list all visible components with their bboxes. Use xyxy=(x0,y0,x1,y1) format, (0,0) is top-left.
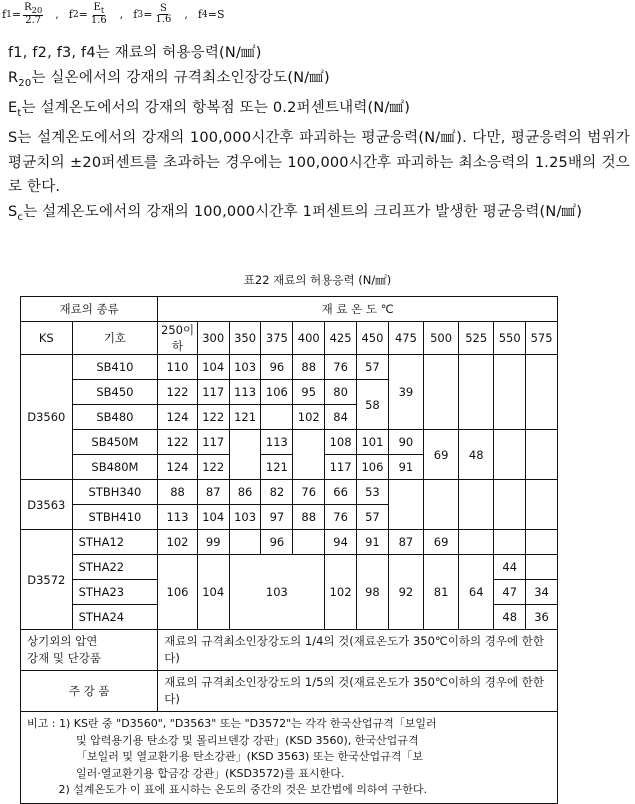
value-cell: 84 xyxy=(325,405,357,430)
definition-f: f1, f2, f3, f4는 재료의 허용응력(N/㎟) xyxy=(8,45,262,61)
f3-numerator: S xyxy=(159,3,167,14)
value-cell: 98 xyxy=(357,555,389,630)
comma: , xyxy=(55,8,59,21)
value-cell: 48 xyxy=(459,430,494,480)
empty-cell xyxy=(424,480,459,530)
f3-fraction xyxy=(154,4,172,25)
value-cell: 108 xyxy=(325,430,357,455)
f4-subscript: 4 xyxy=(201,9,208,20)
value-cell: 58 xyxy=(357,380,389,430)
table-row xyxy=(21,355,558,380)
value-cell: 57 xyxy=(357,505,389,530)
value-cell: 101 xyxy=(357,430,389,455)
value-cell: 113 xyxy=(158,505,198,530)
other-steel-label: 상기외의 압연 강재 및 단강품 xyxy=(21,630,158,671)
allowable-stress-formula xyxy=(2,3,225,26)
value-cell: 96 xyxy=(261,355,293,380)
remarks: 비고 : 1) KS란 중 "D3560", "D3563" 또는 "D3572"는 각각 한국산업규격「보일러 및 압력용기용 탄소강 및 몰리브덴강 강판」(KSD 3560), 한국산업규격 「보일러 및 열교환기용 탄소강관」(KSD 3563) 또는 한국산업규격「보 일러·열교환기용 합금강 강관」(KSD3572)를 표시한다. 2) 설계온도가 이 표에 표시하는 온도의 중간의 것은 보간법에 의하여 구한다. xyxy=(21,712,558,804)
value-cell: 96 xyxy=(261,530,293,555)
empty-cell xyxy=(293,530,325,555)
temp-header: 450 xyxy=(357,322,389,355)
comma: , xyxy=(119,8,124,21)
f1-symbol: f xyxy=(2,8,7,21)
f2-numerator: E xyxy=(93,2,101,13)
value-cell: 113 xyxy=(229,380,261,405)
value-cell: 103 xyxy=(229,505,261,530)
ks-header: KS xyxy=(21,322,73,355)
f2-numerator-sub: t xyxy=(100,5,105,15)
value-cell: 106 xyxy=(261,380,293,405)
temp-header: 425 xyxy=(325,322,357,355)
value-cell: 92 xyxy=(388,555,423,630)
f1-denominator: 2.7 xyxy=(25,15,42,26)
value-cell: 57 xyxy=(357,355,389,380)
value-cell: 113 xyxy=(261,430,293,455)
value-cell: 76 xyxy=(325,505,357,530)
temp-header: 250이하 xyxy=(158,322,198,355)
casting-text: 재료의 규격최소인장강도의 1/5의 것(재료온도가 350℃이하의 경우에 한한다) xyxy=(158,671,558,712)
empty-cell xyxy=(459,480,494,530)
table-row xyxy=(21,480,558,505)
material-kind-header: 재료의 종류 xyxy=(21,297,158,322)
temperature-header: 재 료 온 도 ℃ xyxy=(158,297,558,322)
value-cell: 110 xyxy=(158,355,198,380)
empty-cell xyxy=(526,555,558,580)
temp-header: 375 xyxy=(261,322,293,355)
value-cell: 122 xyxy=(158,380,198,405)
value-cell: 91 xyxy=(357,530,389,555)
f3-subscript: 3 xyxy=(137,9,144,20)
symbol-cell: STHA23 xyxy=(72,580,158,605)
value-cell: 69 xyxy=(424,530,459,555)
value-cell: 86 xyxy=(229,480,261,505)
empty-cell xyxy=(526,430,558,480)
temp-header: 525 xyxy=(459,322,494,355)
allowable-stress-table xyxy=(20,296,558,804)
temp-header: 500 xyxy=(424,322,459,355)
value-cell: 122 xyxy=(197,455,229,480)
value-cell: 34 xyxy=(526,580,558,605)
value-cell: 121 xyxy=(261,455,293,480)
value-cell: 66 xyxy=(325,480,357,505)
value-cell: 104 xyxy=(197,505,229,530)
value-cell: 95 xyxy=(293,380,325,405)
symbol-cell: SB450M xyxy=(72,430,158,455)
value-cell: 87 xyxy=(197,480,229,505)
value-cell: 88 xyxy=(293,355,325,380)
definition-r20: $R_{20}$는 실온에서의 강재의 규격최소인장강도(N/㎟) xyxy=(8,69,330,89)
f2-fraction xyxy=(90,3,108,26)
header-row-1 xyxy=(21,297,558,322)
ks-d3572: D3572 xyxy=(21,530,73,630)
value-cell: 102 xyxy=(293,405,325,430)
value-cell: 117 xyxy=(197,430,229,455)
value-cell: 88 xyxy=(293,505,325,530)
value-cell: 36 xyxy=(526,605,558,630)
empty-cell xyxy=(229,530,261,555)
f3-denominator: 1.6 xyxy=(155,14,172,25)
value-cell: 117 xyxy=(197,380,229,405)
value-cell: 80 xyxy=(325,380,357,405)
value-cell: 106 xyxy=(158,555,198,630)
f1-numerator: R xyxy=(24,2,32,13)
temp-header: 300 xyxy=(197,322,229,355)
ks-d3560: D3560 xyxy=(21,355,73,480)
temp-header: 550 xyxy=(494,322,526,355)
value-cell: 48 xyxy=(494,605,526,630)
f4-symbol: f xyxy=(197,8,202,21)
value-cell: 104 xyxy=(197,555,229,630)
table-row xyxy=(21,555,558,580)
f3-symbol: f xyxy=(133,8,138,21)
value-cell: 102 xyxy=(325,555,357,630)
empty-cell xyxy=(494,530,526,555)
value-cell: 88 xyxy=(158,480,198,505)
value-cell: 103 xyxy=(229,555,325,630)
value-cell: 122 xyxy=(197,405,229,430)
value-cell: 47 xyxy=(494,580,526,605)
f1-subscript: 1 xyxy=(6,9,12,20)
value-cell: 82 xyxy=(261,480,293,505)
empty-cell xyxy=(229,430,261,480)
value-cell: 103 xyxy=(229,355,261,380)
value-cell: 124 xyxy=(158,405,198,430)
value-cell: 124 xyxy=(158,455,198,480)
temp-header: 475 xyxy=(388,322,423,355)
empty-cell xyxy=(388,480,423,530)
comma: , xyxy=(184,8,188,21)
symbol-cell: SB480 xyxy=(72,405,158,430)
casting-label: 주 강 품 xyxy=(21,671,158,712)
value-cell: 97 xyxy=(261,505,293,530)
value-cell: 122 xyxy=(158,430,198,455)
symbol-cell: SB480M xyxy=(72,455,158,480)
symbol-cell: STHA24 xyxy=(72,605,158,630)
symbol-cell: SB450 xyxy=(72,380,158,405)
value-cell: 64 xyxy=(459,555,494,630)
value-cell: 81 xyxy=(424,555,459,630)
value-cell: 69 xyxy=(424,430,459,480)
empty-cell xyxy=(424,355,459,430)
symbol-definitions xyxy=(8,41,630,230)
other-steel-text: 재료의 규격최소인장강도의 1/4의 것(재료온도가 350℃이하의 경우에 한한다) xyxy=(158,630,558,671)
value-cell: 106 xyxy=(357,455,389,480)
definition-sc: $S_c$는 설계온도에서의 강재의 100,000시간후 1퍼센트의 크리프가 발생한 평균응력(N/㎟) xyxy=(8,203,583,223)
table-row xyxy=(21,530,558,555)
table-row xyxy=(21,671,558,712)
value-cell: 44 xyxy=(494,555,526,580)
equals-sign: = xyxy=(11,8,22,21)
symbol-header: 기호 xyxy=(72,322,158,355)
table-row xyxy=(21,712,558,804)
value-cell: 91 xyxy=(388,455,423,480)
empty-cell xyxy=(494,430,526,480)
header-row-2 xyxy=(21,322,558,355)
f2-subscript: 2 xyxy=(72,9,79,20)
empty-cell xyxy=(526,480,558,530)
value-cell: 39 xyxy=(388,355,423,430)
empty-cell xyxy=(494,355,526,430)
table-row xyxy=(21,630,558,671)
definition-s: S는 설계온도에서의 강재의 100,000시간후 파괴하는 평균응력(N/㎟). 다만, 평균응력의 범위가 평균치의 ±20퍼센트를 초과하는 경우에는 100,000시간후 파괴하는 최소응력의 1.25배의 것으로 한다. xyxy=(8,130,630,196)
value-cell: 53 xyxy=(357,480,389,505)
temp-header: 350 xyxy=(229,322,261,355)
value-cell: 76 xyxy=(293,480,325,505)
empty-cell xyxy=(526,530,558,555)
equals-sign: = xyxy=(143,8,153,21)
empty-cell xyxy=(459,530,494,555)
ks-d3563: D3563 xyxy=(21,480,73,530)
symbol-cell: STHA12 xyxy=(72,530,158,555)
equals-sign: = xyxy=(78,8,88,21)
temp-header: 575 xyxy=(526,322,558,355)
definition-et: $E_t$는 설계온도에서의 강재의 항복점 또는 0.2퍼센트내력(N/㎟) xyxy=(8,99,411,119)
f1-fraction xyxy=(23,3,43,26)
f2-symbol: f xyxy=(68,8,73,21)
value-cell: 99 xyxy=(197,530,229,555)
f1-numerator-sub: 20 xyxy=(31,5,43,15)
empty-cell xyxy=(293,430,325,480)
f4-value: S xyxy=(216,8,225,21)
temp-header: 400 xyxy=(293,322,325,355)
value-cell: 94 xyxy=(325,530,357,555)
symbol-cell: STBH340 xyxy=(72,480,158,505)
f2-denominator: 1.6 xyxy=(90,15,107,26)
symbol-cell: SB410 xyxy=(72,355,158,380)
equals-sign: = xyxy=(207,8,217,21)
empty-cell xyxy=(459,355,494,430)
value-cell: 76 xyxy=(325,355,357,380)
value-cell: 90 xyxy=(388,430,423,455)
symbol-cell: STBH410 xyxy=(72,505,158,530)
empty-cell xyxy=(526,355,558,430)
value-cell: 87 xyxy=(388,530,423,555)
value-cell: 104 xyxy=(197,355,229,380)
table-caption: 표22 재료의 허용응력 (N/㎟) xyxy=(243,273,392,287)
empty-cell xyxy=(494,480,526,530)
value-cell: 121 xyxy=(229,405,261,430)
value-cell: 102 xyxy=(158,530,198,555)
empty-cell xyxy=(261,405,293,430)
value-cell: 117 xyxy=(325,455,357,480)
table-row xyxy=(21,430,558,455)
symbol-cell: STHA22 xyxy=(72,555,158,580)
